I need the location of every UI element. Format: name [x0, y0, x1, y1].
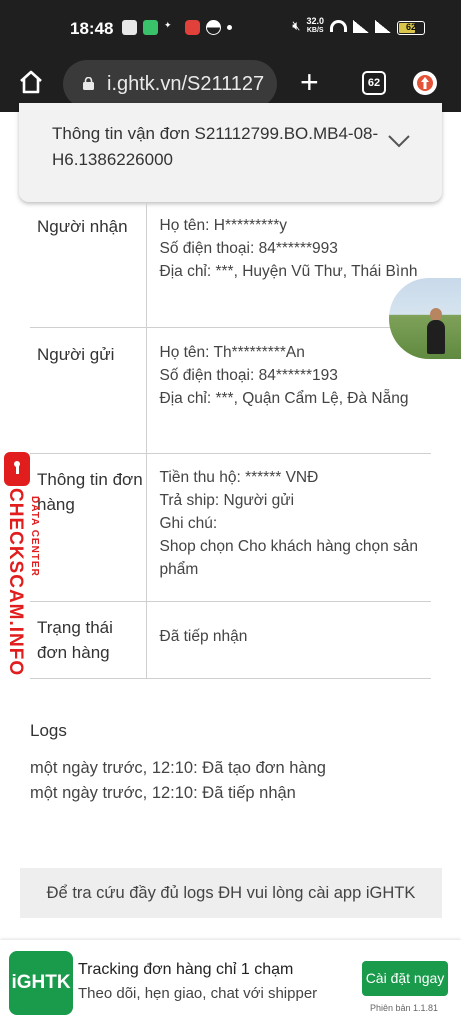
- url-text: i.ghtk.vn/S211127: [107, 73, 265, 95]
- clock: 18:48: [70, 19, 114, 38]
- banner-subtitle: Theo dõi, hẹn giao, chat với shipper: [78, 985, 318, 1002]
- table-row: [30, 601, 431, 678]
- notification-icons: [122, 20, 232, 35]
- order-header-card[interactable]: [19, 103, 442, 202]
- row-label: Thông tin đơn hàng: [30, 453, 146, 601]
- order-title: Thông tin vận đơn S21112799.BO.MB4-08-H6.1386226000: [52, 124, 379, 169]
- install-app-notice: Để tra cứu đầy đủ logs ĐH vui lòng cài app iGHTK: [20, 868, 442, 918]
- watermark-subtext: DATA CENTER: [29, 496, 40, 577]
- tab-switcher-button[interactable]: 62: [362, 71, 386, 95]
- app-install-banner: [0, 940, 461, 1024]
- data-saver-icon: [206, 20, 221, 35]
- install-button[interactable]: Cài đặt ngay: [362, 961, 448, 996]
- system-icons: [292, 17, 391, 35]
- sparkle-icon: ✦: [164, 20, 172, 30]
- row-value: Đã tiếp nhận: [159, 627, 248, 645]
- floating-avatar[interactable]: [389, 278, 461, 359]
- row-label: Người nhận: [30, 203, 146, 327]
- row-label: Người gửi: [30, 327, 146, 453]
- app-notification-icon: [185, 20, 200, 35]
- battery-icon: 62: [397, 21, 425, 35]
- home-icon[interactable]: [18, 69, 44, 95]
- more-notifications-icon: [227, 25, 232, 30]
- new-tab-button[interactable]: +: [300, 64, 319, 100]
- log-entry: một ngày trước, 12:10: Đã tiếp nhận: [30, 784, 296, 802]
- table-row: [30, 203, 431, 327]
- row-label: Trạng thái đơn hàng: [30, 601, 146, 678]
- banner-title: Tracking đơn hàng chỉ 1 chạm: [78, 961, 294, 978]
- wifi-icon: [330, 20, 347, 32]
- row-value: Họ tên: H*********y Số điện thoại: 84******993 Địa chỉ: ***, Huyện Vũ Thư, Thái Bình: [159, 217, 418, 280]
- signal-icon: [353, 20, 369, 33]
- row-value: Họ tên: Th*********An Số điện thoại: 84******193 Địa chỉ: ***, Quận Cẩm Lệ, Đà Nẵng: [159, 343, 409, 407]
- update-icon[interactable]: [413, 71, 437, 95]
- table-row: [30, 327, 431, 453]
- chat-icon: [143, 20, 158, 35]
- table-row: [30, 453, 431, 601]
- status-bar: [0, 0, 461, 55]
- lock-icon: [83, 77, 94, 90]
- ightk-logo: iGHTK: [9, 951, 73, 1015]
- watermark-text: CHECKSCAM.INFO: [5, 488, 26, 677]
- mute-icon: 🔇︎: [292, 18, 301, 33]
- network-speed: 32.0 KB/S: [306, 16, 324, 34]
- signal-2-icon: [375, 20, 391, 33]
- chevron-down-icon[interactable]: [388, 134, 410, 148]
- shop-icon: [122, 20, 137, 35]
- row-value: Tiền thu hộ: ****** VNĐ Trả ship: Người gửi Ghi chú: Shop chọn Cho khách hàng chọn sản phẩm: [159, 468, 419, 578]
- logs-heading: Logs: [30, 721, 67, 740]
- order-info-table: [30, 203, 431, 679]
- version-label: Phiên bản 1.1.81: [370, 1003, 439, 1013]
- address-bar[interactable]: [63, 60, 277, 108]
- watermark-lock-icon: [4, 452, 30, 486]
- log-entry: một ngày trước, 12:10: Đã tạo đơn hàng: [30, 759, 326, 777]
